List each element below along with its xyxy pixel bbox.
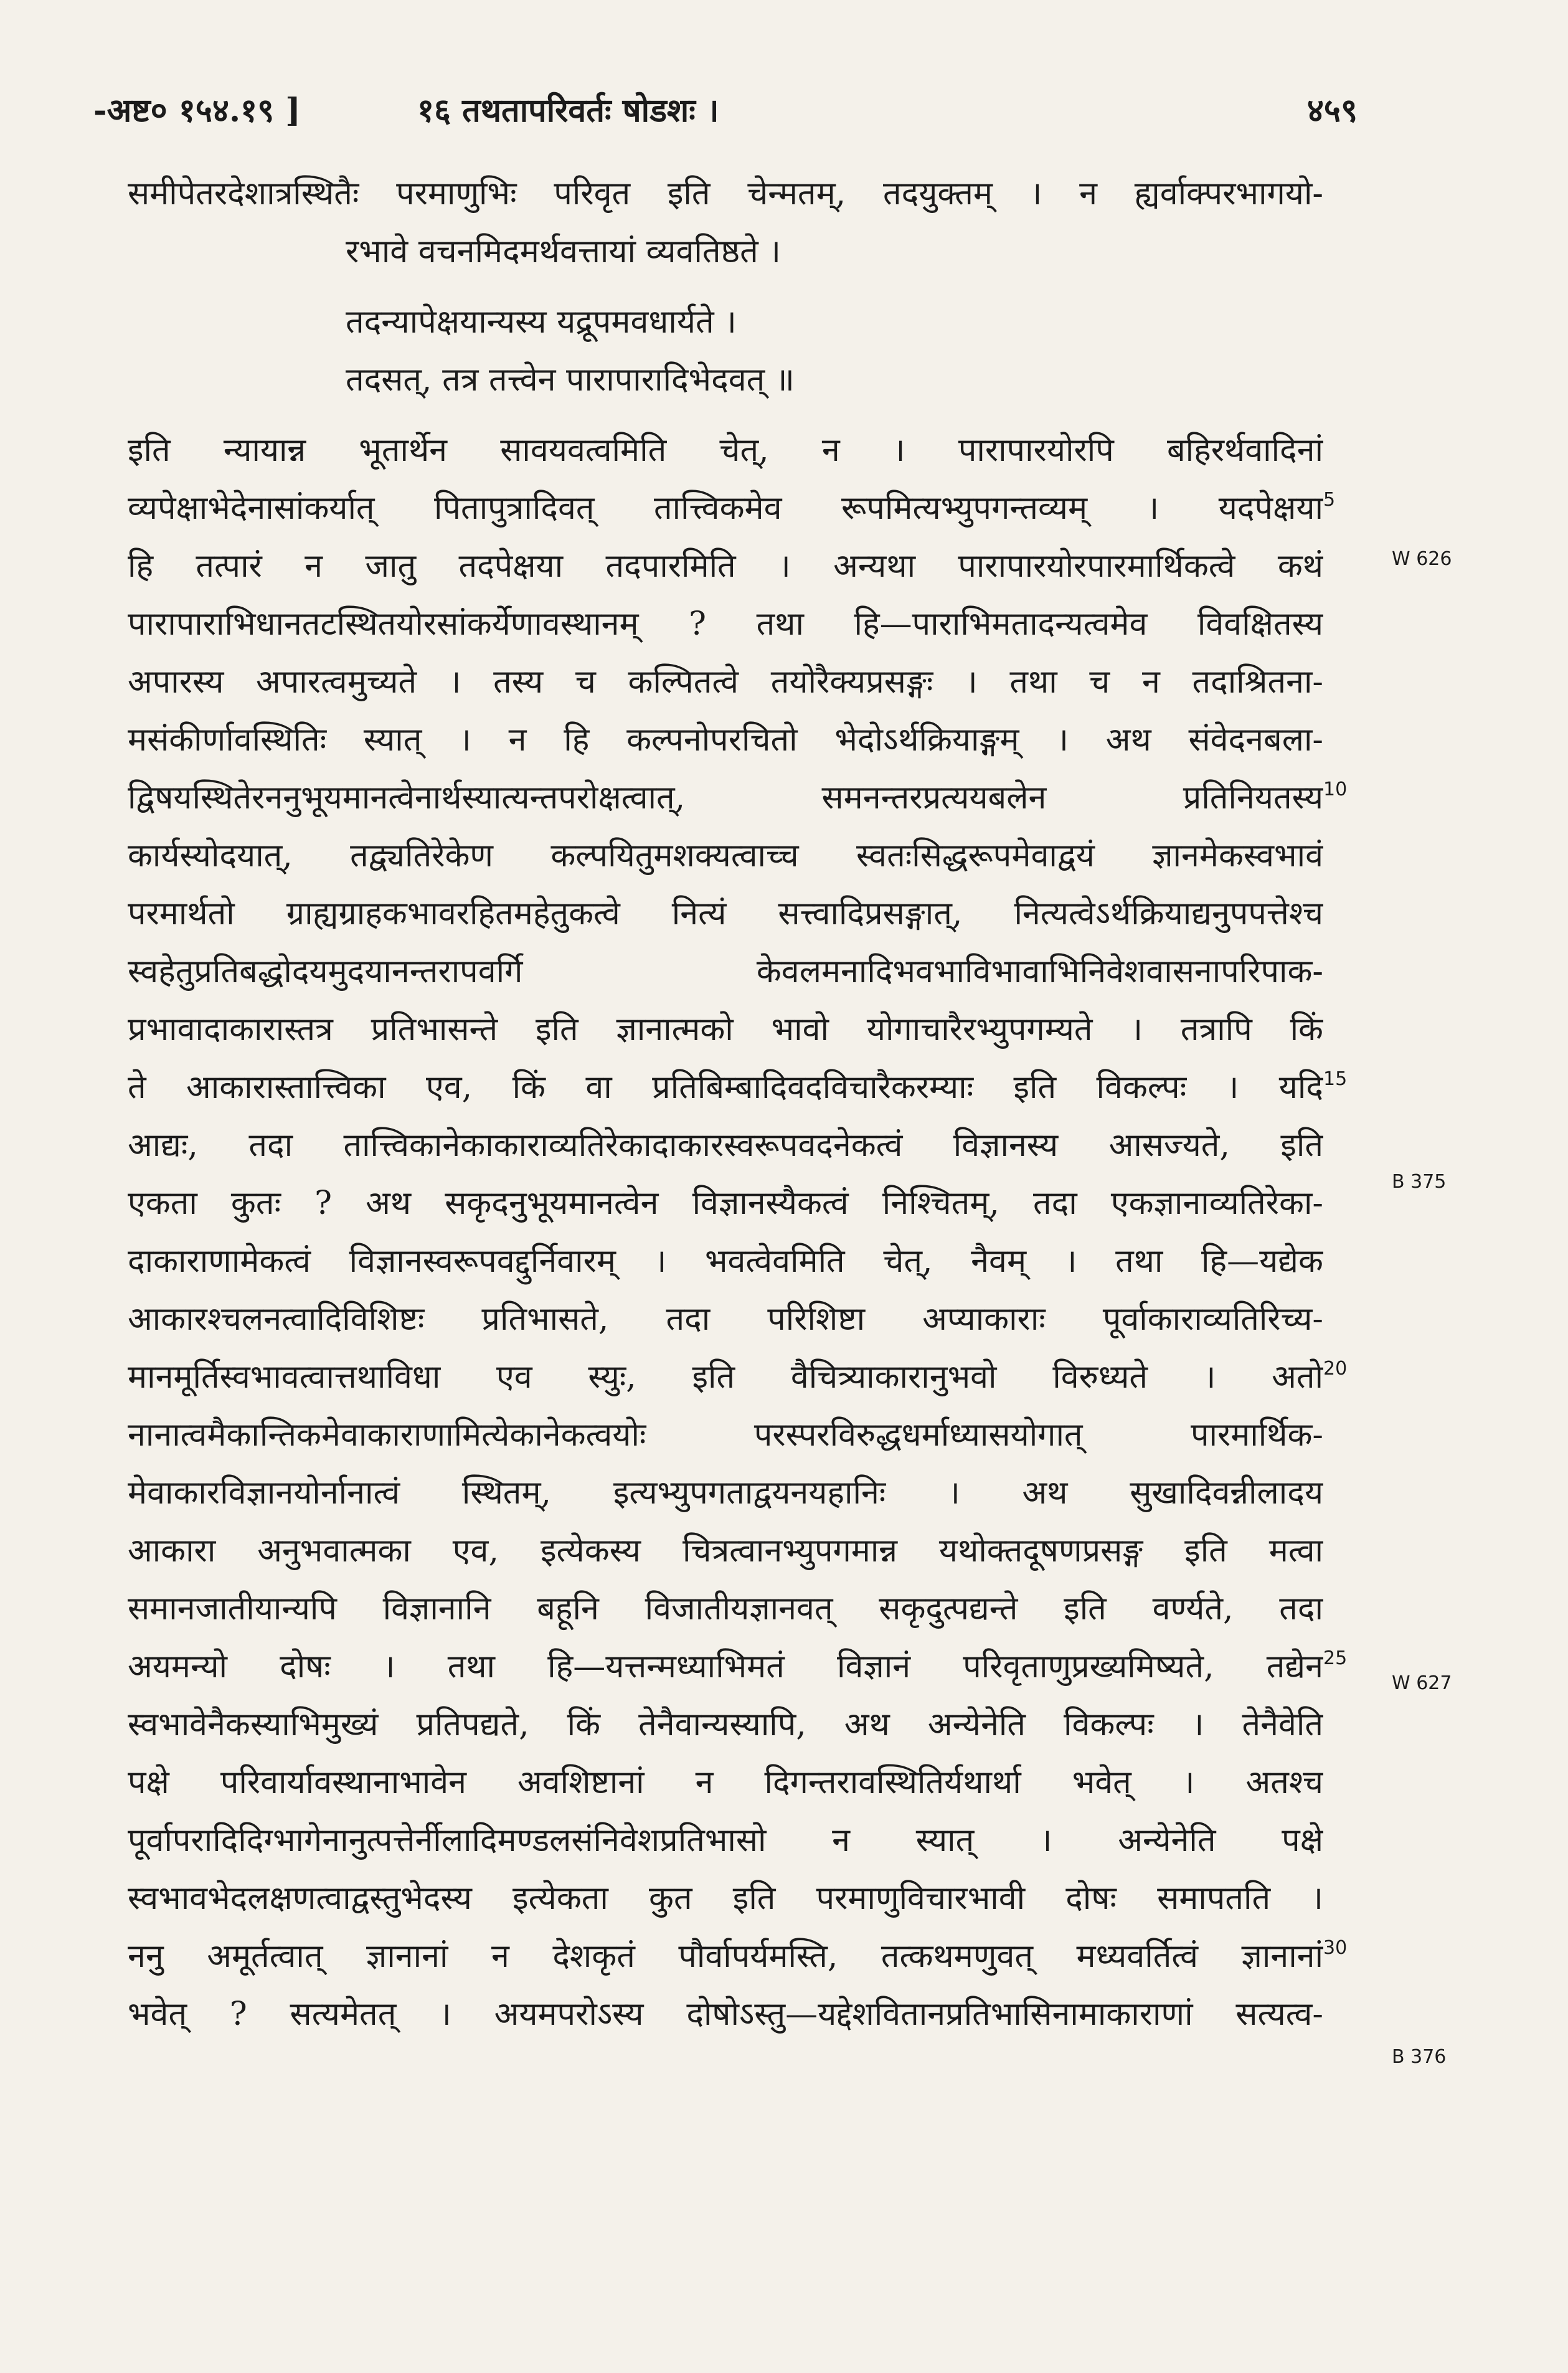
text-line: समानजातीयान्यपि विज्ञानानि बहूनि विजातीयज्ञानवत् सकृदुत्पद्यन्ते इति वर्ण्यते, तदा xyxy=(128,1590,1323,1627)
text-line: आद्यः, तदा तात्त्विकानेकाकाराव्यतिरेकादाकारस्वरूपवदनेकत्वं विज्ञानस्य आसज्यते, इति xyxy=(128,1127,1323,1164)
text-line: आकारा अनुभवात्मका एव, इत्येकस्य चित्रत्वानभ्युपगमान्न यथोक्तदूषणप्रसङ्ग इति मत्वा xyxy=(128,1532,1323,1570)
margin-reference: W 626 xyxy=(1392,548,1452,570)
text-line: ननु अमूर्तत्वात् ज्ञानानां न देशकृतं पौर्वापर्यमस्ति, तत्कथमणुवत् मध्यवर्तित्वं ज्ञानानां xyxy=(128,1938,1323,1975)
line-number: 10 xyxy=(1323,779,1348,800)
text-line: द्विषयस्थितेरननुभूयमानत्वेनार्थस्यात्यन्तपरोक्षत्वात्, समनन्तरप्रत्ययबलेन प्रतिनियतस्य xyxy=(128,779,1323,817)
text-line: ते आकारास्तात्त्विका एव, किं वा प्रतिबिम्बादिवदविचारैकरम्याः इति विकल्पः । यदि xyxy=(128,1069,1323,1106)
text-line: हि तत्पारं न जातु तदपेक्षया तदपारमिति । अन्यथा पारापारयोरपारमार्थिकत्वे कथं xyxy=(128,547,1323,585)
line-number: 20 xyxy=(1323,1358,1348,1380)
text-line: एकता कुतः ? अथ सकृदनुभूयमानत्वेन विज्ञानस्यैकत्वं निश्चितम्, तदा एकज्ञानाव्यतिरेका- xyxy=(128,1185,1323,1222)
margin-reference: B 376 xyxy=(1392,2046,1447,2068)
text-line: अपारस्य अपारत्वमुच्यते । तस्य च कल्पितत्वे तयोरैक्यप्रसङ्गः । तथा च न तदाश्रितना- xyxy=(128,663,1323,701)
text-line: रभावे वचनमिदमर्थवत्तायां व्यवतिष्ठते । xyxy=(346,233,781,270)
text-line: स्वभावेनैकस्याभिमुख्यं प्रतिपद्यते, किं तेनैवान्यस्यापि, अथ अन्येनेति विकल्पः । तेनैवेति xyxy=(128,1706,1323,1743)
text-line: स्वहेतुप्रतिबद्धोदयमुदयानन्तरापवर्गि केवलमनादिभवभाविभावाभिनिवेशवासनापरिपाक- xyxy=(128,953,1323,990)
verse-line: तदन्यापेक्षयान्यस्य यद्रूपमवधार्यते । xyxy=(346,303,737,341)
page-header xyxy=(93,87,1358,137)
header-page-number: ४५९ xyxy=(1306,92,1358,130)
text-line: कार्यस्योदयात्, तद्व्यतिरेकेण कल्पयितुमशक्यत्वाच्च स्वतःसिद्धरूपमेवाद्वयं ज्ञानमेकस्वभावं xyxy=(128,837,1323,874)
margin-reference: B 375 xyxy=(1392,1171,1447,1193)
line-number: 30 xyxy=(1323,1937,1348,1959)
text-line: पारापाराभिधानतटस्थितयोरसांकर्येणावस्थानम् ? तथा हि—पाराभिमतादन्यत्वमेव विवक्षितस्य xyxy=(128,605,1323,643)
text-line: पूर्वापरादिदिग्भागेनानुत्पत्तेर्नीलादिमण्डलसंनिवेशप्रतिभासो न स्यात् । अन्येनेति पक्षे xyxy=(128,1822,1323,1859)
text-line: स्वभावभेदलक्षणत्वाद्वस्तुभेदस्य इत्येकता कुत इति परमाणुविचारभावी दोषः समापतति । xyxy=(128,1880,1323,1917)
text-line: समीपेतरदेशात्रस्थितैः परमाणुभिः परिवृत इति चेन्मतम्, तदयुक्तम् । न ह्यर्वाक्परभागयो- xyxy=(128,175,1323,212)
text-line: मसंकीर्णावस्थितिः स्यात् । न हि कल्पनोपरचितो भेदोऽर्थक्रियाङ्गम् । अथ संवेदनबला- xyxy=(128,721,1323,759)
text-line: मानमूर्तिस्वभावत्वात्तथाविधा एव स्युः, इति वैचित्र्याकारानुभवो विरुध्यते । अतो xyxy=(128,1358,1323,1396)
text-body xyxy=(128,165,1323,2044)
text-line: पक्षे परिवार्यावस्थानाभावेन अवशिष्टानां न दिगन्तरावस्थितिर्यथार्था भवेत् । अतश्च xyxy=(128,1764,1323,1801)
text-line: दाकाराणामेकत्वं विज्ञानस्वरूपवद्दुर्निवारम् । भवत्वेवमिति चेत्, नैवम् । तथा हि—यद्येक xyxy=(128,1243,1323,1280)
text-line: मेवाकारविज्ञानयोर्नानात्वं स्थितम्, इत्यभ्युपगताद्वयनयहानिः । अथ सुखादिवन्नीलादय xyxy=(128,1474,1323,1512)
header-chapter-title: १६ तथतापरिवर्तः षोडशः । xyxy=(417,92,719,130)
line-number: 25 xyxy=(1323,1647,1348,1669)
line-number: 5 xyxy=(1323,489,1336,511)
text-line: इति न्यायान्न भूतार्थेन सावयवत्वमिति चेत्, न । पारापारयोरपि बहिरर्थवादिनां xyxy=(128,432,1323,469)
text-line: नानात्वमैकान्तिकमेवाकाराणामित्येकानेकत्वयोः परस्परविरुद्धधर्माध्यासयोगात् पारमार्थिक- xyxy=(128,1416,1323,1454)
text-line: भवेत् ? सत्यमेतत् । अयमपरोऽस्य दोषोऽस्तु—यद्देशवितानप्रतिभासिनामाकाराणां सत्यत्व- xyxy=(128,1996,1323,2033)
text-line: व्यपेक्षाभेदेनासांकर्यात् पितापुत्रादिवत् तात्त्विकमेव रूपमित्यभ्युपगन्तव्यम् । यदपेक्षया xyxy=(128,490,1323,527)
verse-line: तदसत्, तत्र तत्त्वेन पारापारादिभेदवत् ॥ xyxy=(346,361,795,399)
margin-reference: W 627 xyxy=(1392,1672,1452,1694)
text-line: परमार्थतो ग्राह्यग्राहकभावरहितमहेतुकत्वे नित्यं सत्त्वादिप्रसङ्गात्, नित्यत्वेऽर्थक्रियाद्यनुपपत्तेश्च xyxy=(128,895,1323,932)
text-line: प्रभावादाकारास्तत्र प्रतिभासन्ते इति ज्ञानात्मको भावो योगाचारैरभ्युपगम्यते । तत्रापि किं xyxy=(128,1011,1323,1048)
line-number: 15 xyxy=(1323,1068,1348,1090)
header-reference: -अष्ट० १५४.१९ ] xyxy=(93,92,301,130)
text-line: आकारश्चलनत्वादिविशिष्टः प्रतिभासते, तदा परिशिष्टा अप्याकाराः पूर्वाकाराव्यतिरिच्य- xyxy=(128,1300,1323,1338)
text-line: अयमन्यो दोषः । तथा हि—यत्तन्मध्याभिमतं विज्ञानं परिवृताणुप्रख्यमिष्यते, तद्येन xyxy=(128,1648,1323,1685)
